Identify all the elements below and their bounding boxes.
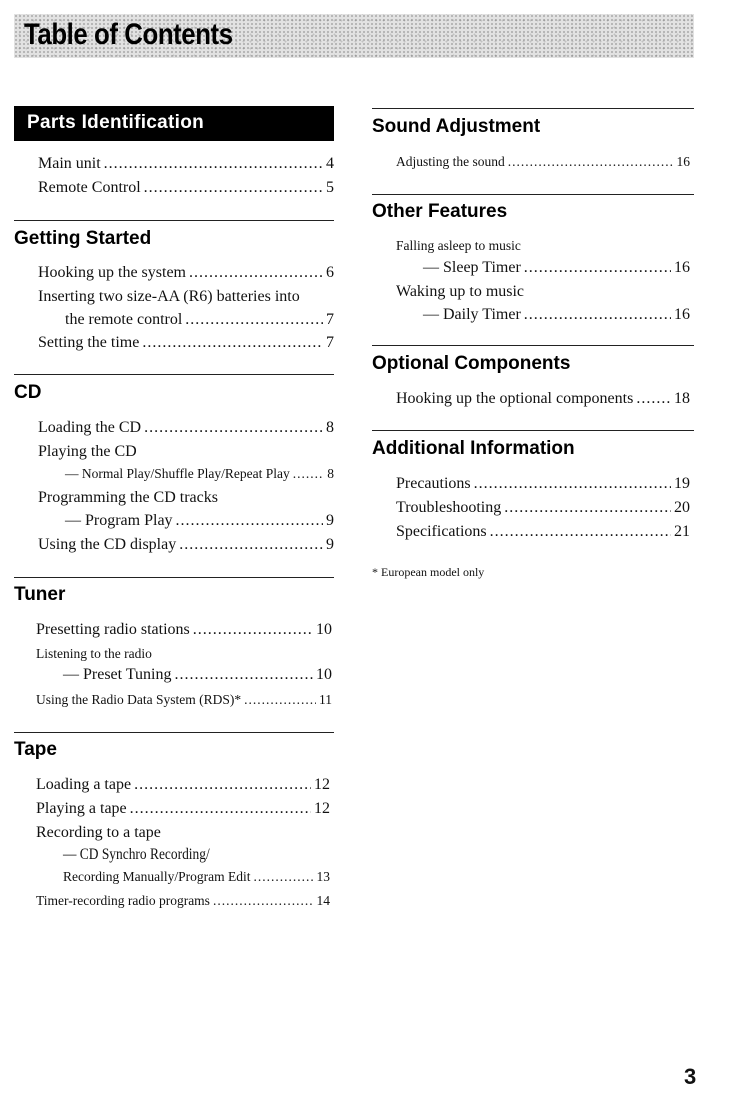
toc-entry-sleep-timer[interactable]: — Sleep Timer ..... 16	[423, 258, 690, 278]
toc-entry-cd-display[interactable]: Using the CD display ..... 9	[38, 535, 334, 555]
toc-entry-daily-timer[interactable]: — Daily Timer ..... 16	[423, 305, 690, 325]
divider	[14, 220, 334, 221]
section-title-cd: CD	[14, 382, 42, 403]
toc-entry-loading-tape[interactable]: Loading a tape ..... 12	[36, 775, 330, 795]
toc-entry-specifications[interactable]: Specifications ..... 21	[396, 522, 690, 542]
toc-entry-hooking-up[interactable]: Hooking up the system ..... 6	[38, 263, 334, 283]
toc-entry-optional-components[interactable]: Hooking up the optional components ..... 18	[396, 389, 690, 409]
toc-entry-troubleshooting[interactable]: Troubleshooting ..... 20	[396, 498, 690, 518]
toc-entry-batteries[interactable]: Inserting two size-AA (R6) batteries into	[38, 288, 300, 305]
section-title-tape: Tape	[14, 739, 57, 760]
title-banner	[14, 14, 694, 58]
divider	[14, 732, 334, 733]
section-title-other: Other Features	[372, 201, 508, 222]
section-title-additional: Additional Information	[372, 438, 575, 459]
toc-entry-rds[interactable]: Using the Radio Data System (RDS)* ..... 11	[36, 690, 332, 710]
divider	[14, 374, 334, 375]
toc-entry-recording-manually[interactable]: Recording Manually/Program Edit ..... 13	[63, 867, 330, 887]
footnote: * European model only	[372, 565, 485, 579]
section-title-parts: Parts Identification	[27, 112, 205, 133]
section-title-sound: Sound Adjustment	[372, 116, 541, 137]
toc-entry-main-unit[interactable]: Main unit ..... 4	[38, 154, 334, 174]
toc-entry-program-play[interactable]: — Program Play ..... 9	[65, 511, 334, 531]
toc-entry-setting-time[interactable]: Setting the time ..... 7	[38, 333, 334, 353]
divider	[372, 430, 694, 431]
toc-entry-falling-asleep[interactable]: Falling asleep to music	[396, 238, 521, 253]
divider	[14, 577, 334, 578]
divider	[372, 194, 694, 195]
toc-entry-cd-synchro[interactable]: — CD Synchro Recording/	[63, 846, 210, 863]
toc-entry-waking-up[interactable]: Waking up to music	[396, 283, 525, 300]
toc-entry-recording[interactable]: Recording to a tape	[36, 824, 161, 841]
section-title-tuner: Tuner	[14, 584, 66, 605]
toc-entry-loading-cd[interactable]: Loading the CD ..... 8	[38, 418, 334, 438]
section-title-getting-started: Getting Started	[14, 228, 152, 249]
section-header-parts	[14, 106, 334, 141]
toc-entry-normal-play[interactable]: — Normal Play/Shuffle Play/Repeat Play ..... 8	[65, 464, 334, 484]
divider	[372, 345, 694, 346]
toc-entry-playing-cd[interactable]: Playing the CD	[38, 443, 137, 460]
toc-entry-adjusting-sound[interactable]: Adjusting the sound ..... 16	[396, 152, 690, 172]
toc-entry-precautions[interactable]: Precautions ..... 19	[396, 474, 690, 494]
toc-entry-preset-tuning[interactable]: — Preset Tuning ..... 10	[63, 665, 332, 685]
toc-entry-remote[interactable]: the remote control ..... 7	[65, 310, 334, 330]
toc-entry-playing-tape[interactable]: Playing a tape ..... 12	[36, 799, 330, 819]
divider	[372, 108, 694, 109]
toc-entry-programming[interactable]: Programming the CD tracks	[38, 489, 218, 506]
toc-entry-presetting[interactable]: Presetting radio stations ..... 10	[36, 620, 332, 640]
toc-entry-timer-recording[interactable]: Timer-recording radio programs ..... 14	[36, 891, 330, 911]
page-number: 3	[684, 1064, 697, 1089]
toc-entry-listening[interactable]: Listening to the radio	[36, 646, 152, 661]
toc-entry-remote-control[interactable]: Remote Control ..... 5	[38, 178, 334, 198]
section-title-optional: Optional Components	[372, 353, 571, 374]
page-title: Table of Contents	[24, 18, 233, 51]
